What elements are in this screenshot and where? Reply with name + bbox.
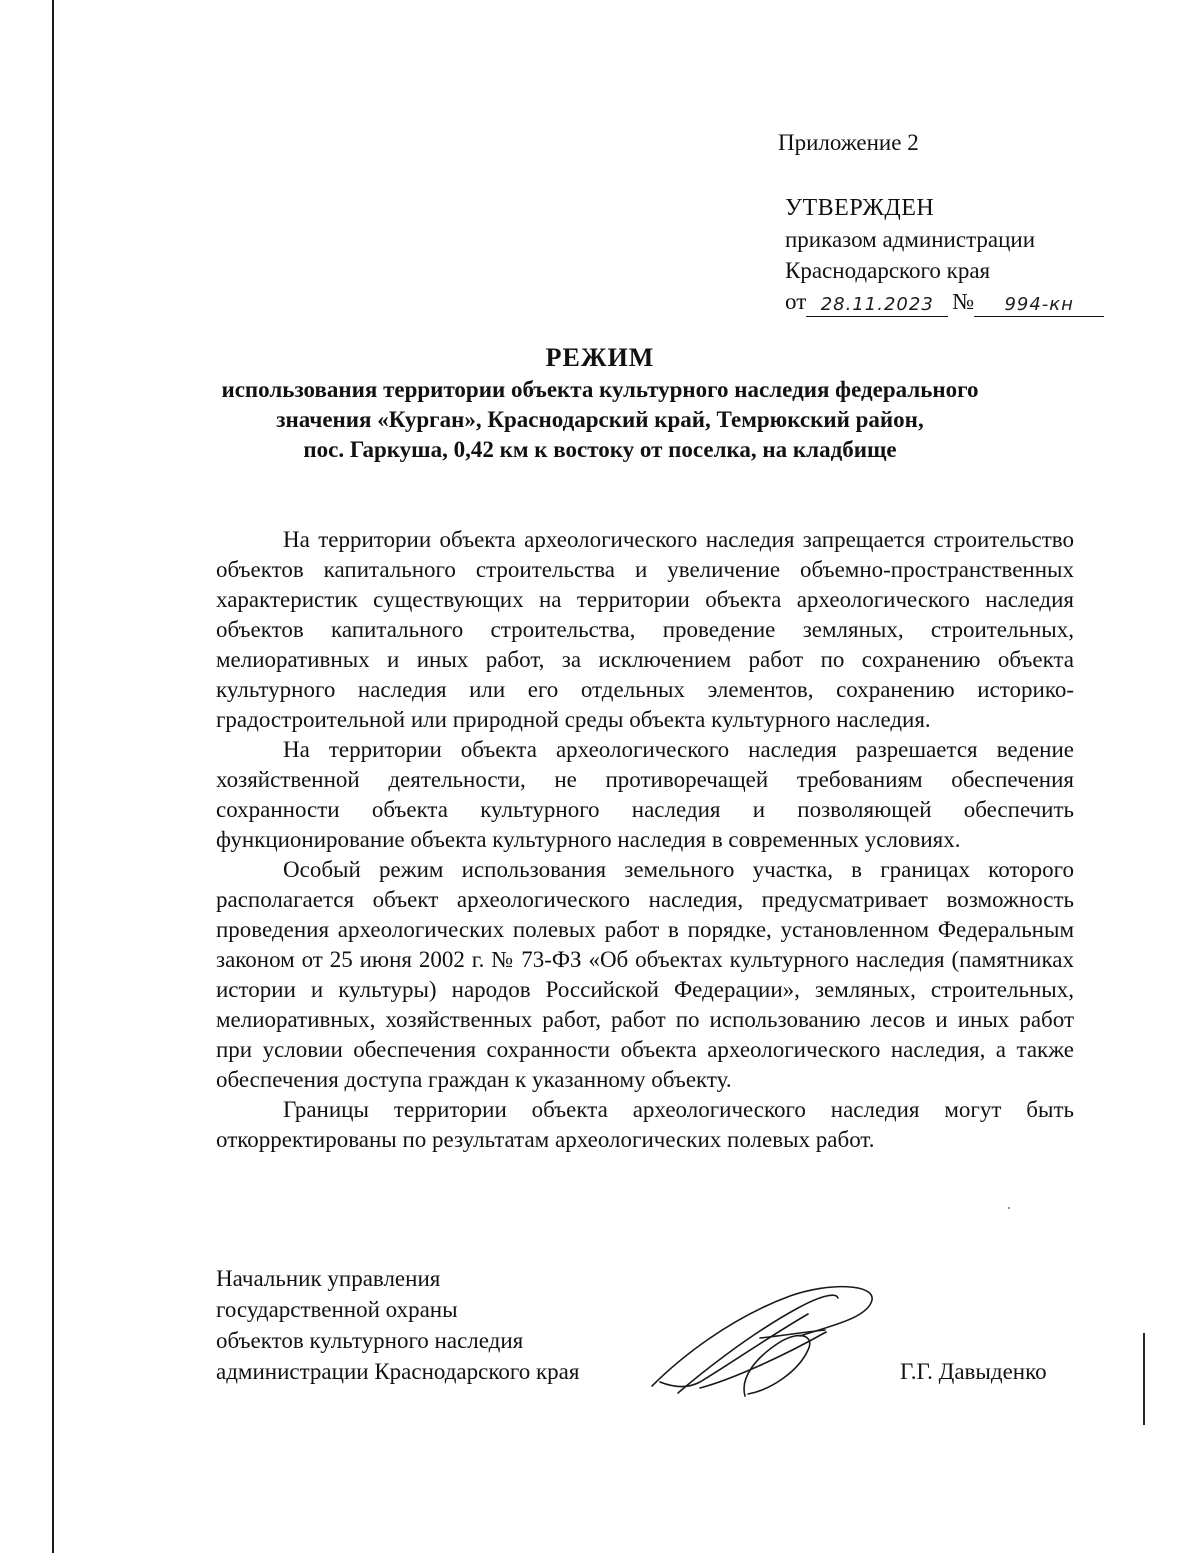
document-body	[216, 525, 1074, 1155]
date-prefix: от	[785, 289, 807, 314]
title-line-1: использования территории объекта культурного наследия федерального	[221, 377, 979, 402]
scan-edge-left	[52, 0, 54, 1553]
order-date-handwritten: 28.11.2023	[806, 294, 948, 317]
handwritten-signature	[640, 1278, 890, 1408]
position-line-1: Начальник управления	[216, 1266, 441, 1291]
paragraph-boundaries: Границы территории объекта археологического наследия могут быть откорректированы по результатам археологических полевых работ.	[216, 1097, 1074, 1152]
scan-speck	[1008, 1207, 1010, 1209]
title-heading: РЕЖИМ	[545, 343, 655, 372]
document-title	[150, 341, 1050, 465]
signer-name: Г.Г. Давыденко	[900, 1359, 1047, 1384]
approval-block	[785, 193, 1104, 317]
approved-by-line2: Краснодарского края	[785, 258, 991, 283]
number-sign: №	[952, 289, 975, 314]
position-line-2: государственной охраны	[216, 1297, 458, 1322]
title-line-2: значения «Курган», Краснодарский край, Темрюкский район,	[276, 407, 924, 432]
position-line-3: объектов культурного наследия	[216, 1328, 524, 1353]
paragraph-special-regime: Особый режим использования земельного участка, в границах которого располагается объект археологического наследия, предусматривает возможность проведения археологических полевых работ в порядке, установленном Федеральным законом от 25 июня 2002 г. № 73-ФЗ «Об объектах культурного наследия (памятниках истории и культуры) народов Российской Федерации», земляных, строительных, мелиоративных, хозяйственных работ, работ по использованию лесов и иных работ при условии обеспечения сохранности объекта археологического наследия, а также обеспечения доступа граждан к указанному объекту.	[216, 857, 1074, 1092]
title-line-3: пос. Гаркуша, 0,42 км к востоку от поселка, на кладбище	[303, 437, 897, 462]
paragraph-permitted-activity: На территории объекта археологического наследия разрешается ведение хозяйственной деятельности, не противоречащей требованиям обеспечения сохранности объекта культурного наследия и позволяющей обеспечить функционирование объекта культурного наследия в современных условиях.	[216, 737, 1074, 852]
approved-word: УТВЕРЖДЕН	[785, 195, 935, 221]
position-line-4: администрации Краснодарского края	[216, 1359, 580, 1384]
appendix-label: Приложение 2	[778, 130, 919, 155]
order-date-line	[785, 286, 1104, 317]
signatory-position	[216, 1263, 579, 1387]
scan-edge-right	[1143, 1333, 1145, 1425]
approved-by-line1: приказом администрации	[785, 227, 1036, 252]
order-number-handwritten: 994-кн	[974, 294, 1104, 317]
paragraph-prohibitions: На территории объекта археологического наследия запрещается строительство объектов капитального строительства и увеличение объемно-пространственных характеристик существующих на территории объекта археологического наследия объектов капитального строительства, проведение земляных, строительных, мелиоративных и иных работ, за исключением работ по сохранению объекта культурного наследия или его отдельных элементов, сохранению историко-градостроительной или природной среды объекта культурного наследия.	[216, 527, 1074, 732]
